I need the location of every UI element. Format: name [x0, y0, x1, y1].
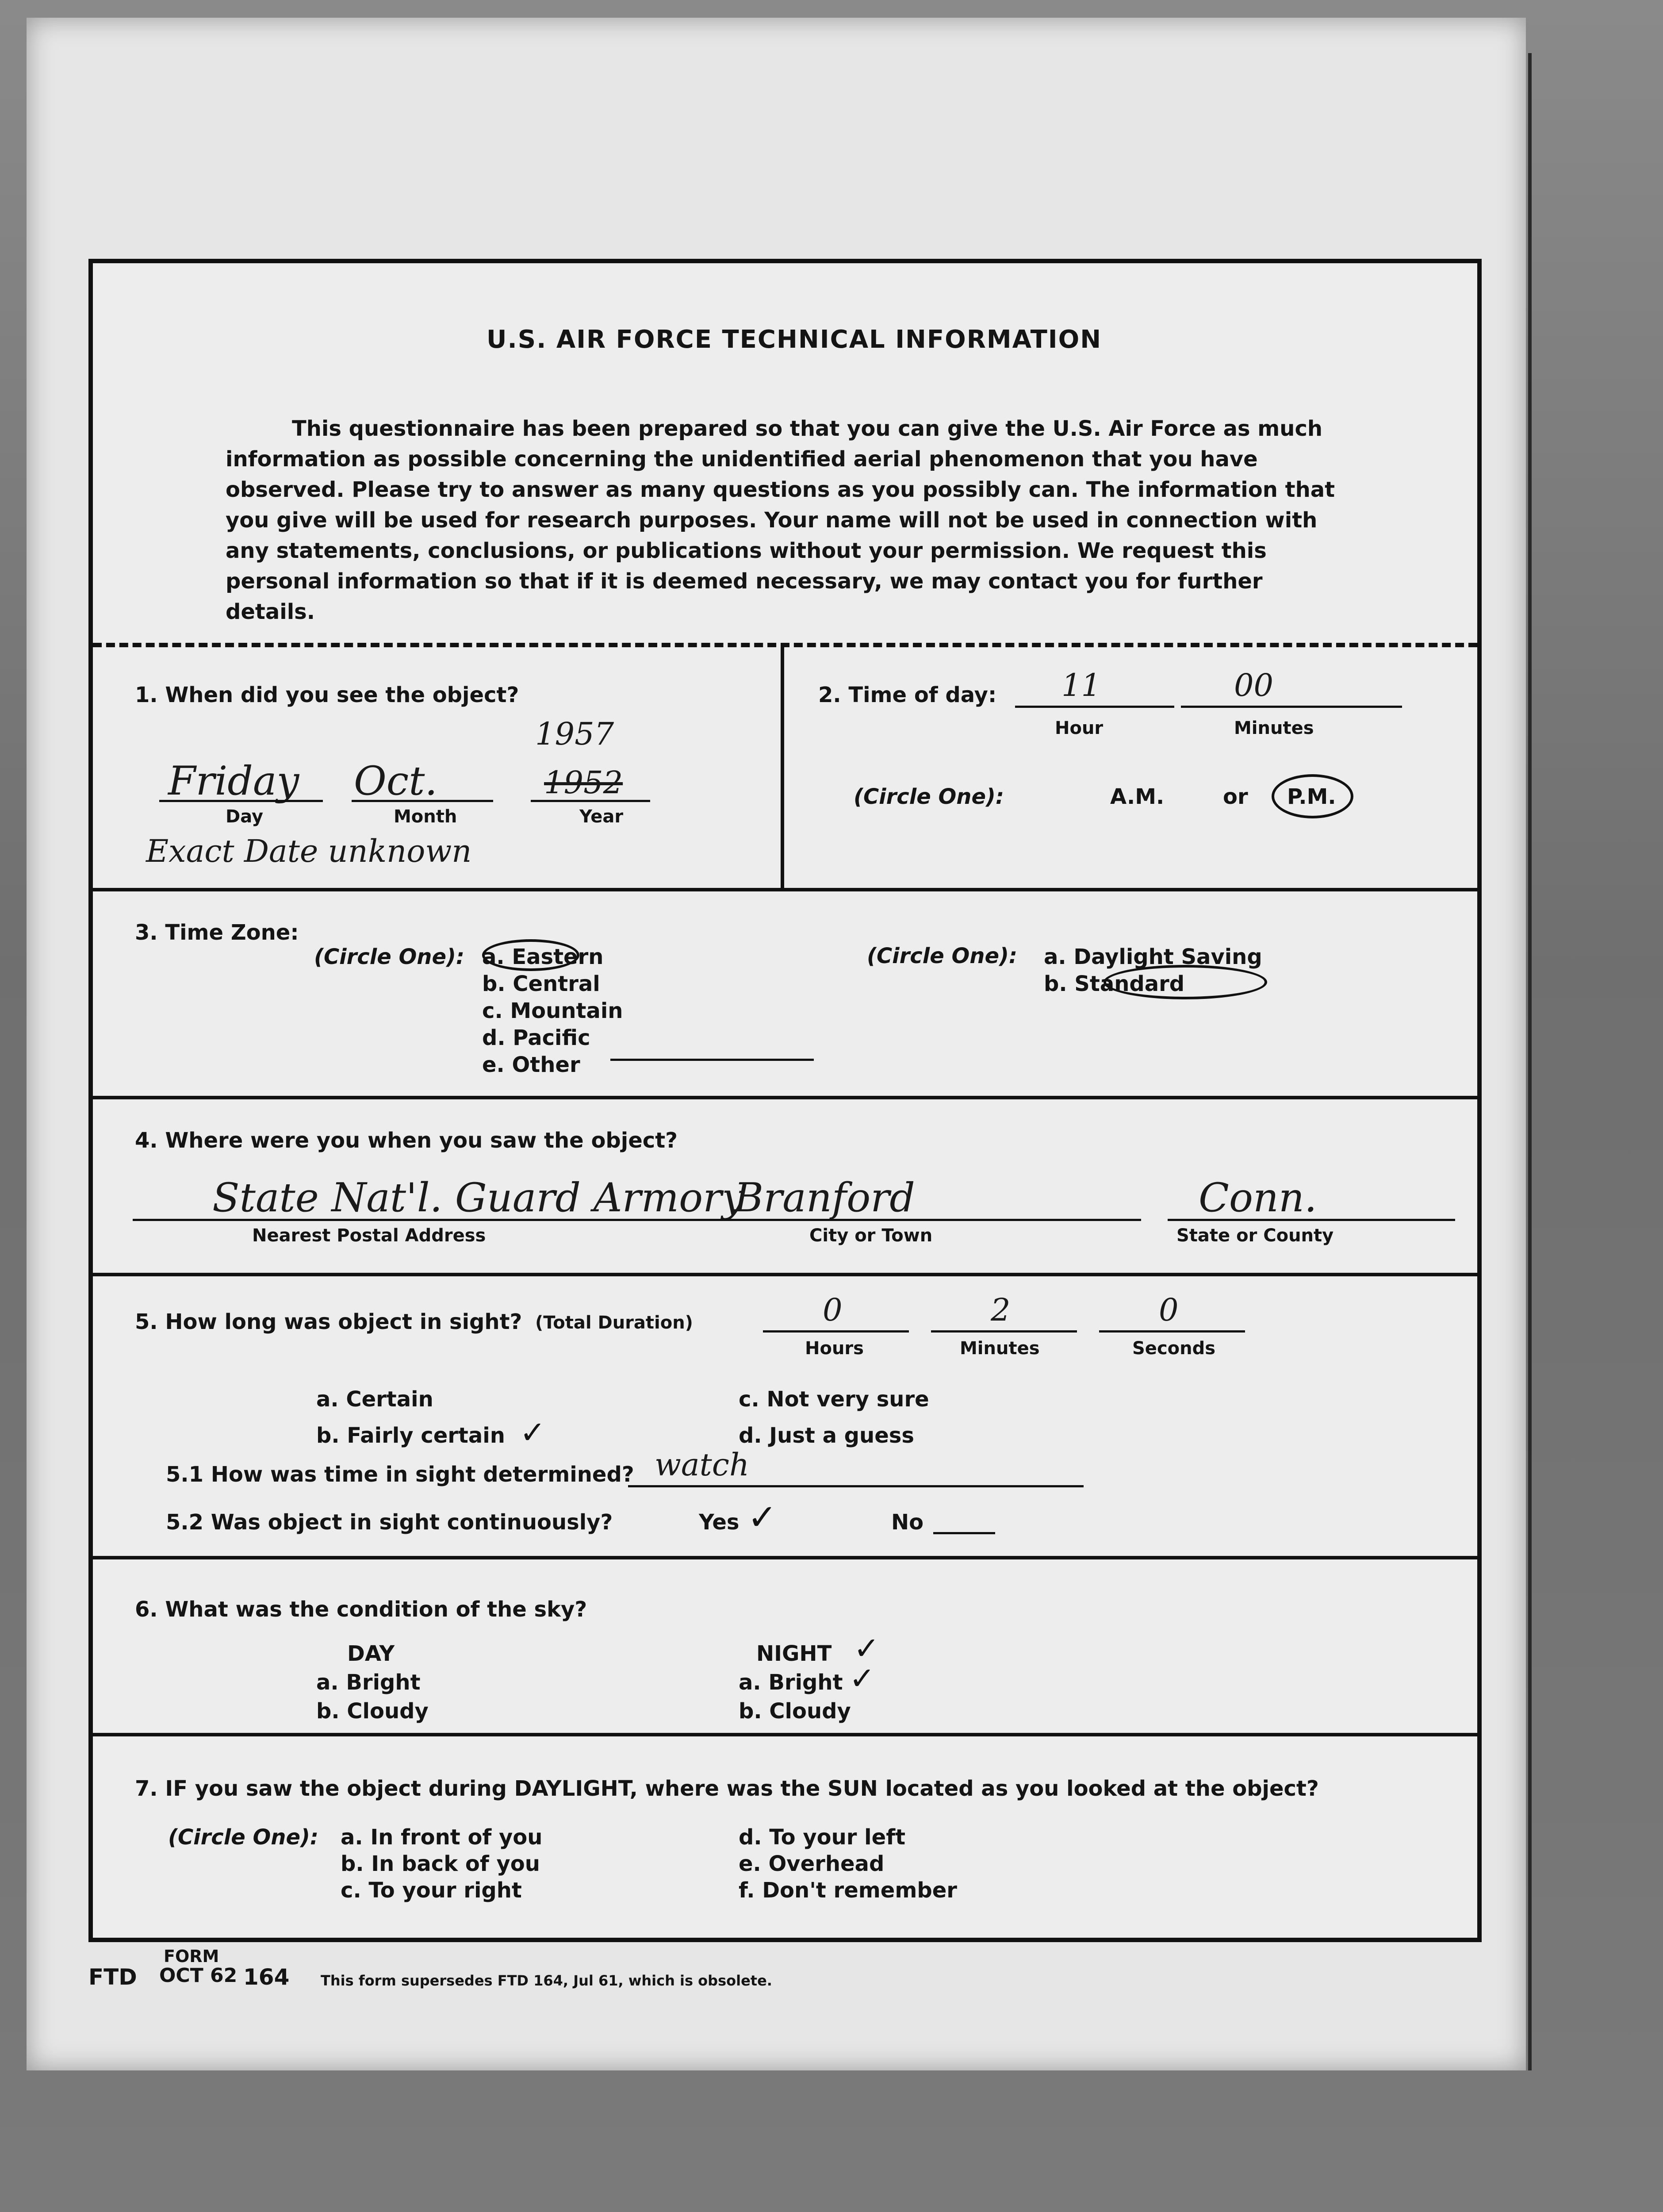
- questionnaire-form: [88, 259, 1482, 1942]
- q1-year-answer: 1957: [535, 716, 614, 752]
- zone-pacific: d. Pacific: [482, 1025, 590, 1050]
- q51-answer: watch: [655, 1447, 750, 1483]
- zone-mountain: c. Mountain: [482, 998, 623, 1023]
- yes-check: ✓: [747, 1497, 778, 1538]
- q4-city-label: City or Town: [809, 1225, 933, 1246]
- fairly-certain-check: ✓: [520, 1414, 546, 1451]
- q6-night-bright: a. Bright: [739, 1670, 843, 1695]
- q4-state-label: State or County: [1176, 1225, 1334, 1246]
- q1-note: Exact Date unknown: [146, 833, 472, 869]
- q2-or: or: [1223, 784, 1248, 809]
- q6-label: 6. What was the condition of the sky?: [135, 1597, 587, 1622]
- q7-circle-one: (Circle One):: [168, 1825, 319, 1850]
- night-bright-check: ✓: [849, 1660, 875, 1697]
- q3-zone-list: [482, 944, 623, 1079]
- header-section: [93, 263, 1477, 647]
- section-1-2: [93, 647, 1477, 891]
- q5-not-very-sure: c. Not very sure: [739, 1387, 929, 1412]
- q52-label: 5.2 Was object in sight continuously?: [166, 1510, 613, 1535]
- section-5: [93, 1276, 1477, 1559]
- q4-address-answer: State Nat'l. Guard Armory: [212, 1175, 745, 1221]
- q7-in-back: b. In back of you: [341, 1851, 540, 1876]
- q2-pm: P.M.: [1287, 784, 1336, 809]
- q1-day-label: Day: [226, 806, 264, 827]
- q1-label: 1. When did you see the object?: [135, 683, 519, 707]
- section-6: [93, 1559, 1477, 1736]
- q2-minutes-label: Minutes: [1234, 718, 1314, 738]
- q4-state-answer: Conn.: [1199, 1175, 1317, 1221]
- q1-year-crossed: 1952: [544, 764, 623, 801]
- q5-fairly-certain: b. Fairly certain: [316, 1423, 505, 1448]
- q4-address-label: Nearest Postal Address: [252, 1225, 486, 1246]
- section-4: [93, 1099, 1477, 1276]
- q1-year-label: Year: [579, 806, 624, 827]
- q5-seconds-answer: 0: [1159, 1292, 1179, 1328]
- form-title: U.S. AIR FORCE TECHNICAL INFORMATION: [487, 325, 1102, 354]
- q1-month-answer: Oct.: [354, 758, 437, 804]
- q7-right: c. To your right: [341, 1878, 522, 1903]
- zone-central: b. Central: [482, 972, 600, 996]
- q6-day: DAY: [347, 1641, 395, 1666]
- footer-supersedes: This form supersedes FTD 164, Jul 61, which is obsolete.: [321, 1972, 772, 1989]
- sheet-edge: [1528, 53, 1532, 2070]
- q5-hours-label: Hours: [805, 1338, 864, 1359]
- section-7: [93, 1736, 1477, 1940]
- divider: [781, 647, 784, 888]
- footer-form: FORM: [164, 1947, 219, 1966]
- zone-eastern: a. Eastern: [482, 945, 604, 969]
- section-3: [93, 891, 1477, 1099]
- q5-certain: a. Certain: [316, 1387, 433, 1412]
- zone-other: e. Other: [482, 1052, 580, 1077]
- q5-minutes-label: Minutes: [960, 1338, 1040, 1359]
- q7-left: d. To your left: [739, 1825, 906, 1850]
- q7-overhead: e. Overhead: [739, 1851, 885, 1876]
- q3-saving-list: [1044, 944, 1262, 998]
- q52-yes: Yes: [699, 1510, 740, 1535]
- q2-am: A.M.: [1110, 784, 1165, 809]
- night-check: ✓: [854, 1630, 880, 1667]
- q7-label: 7. IF you saw the object during DAYLIGHT, where was the SUN located as you looked at the object?: [135, 1776, 1319, 1801]
- q3-circle-one: (Circle One):: [314, 945, 465, 969]
- q5-minutes-answer: 2: [991, 1292, 1011, 1328]
- q4-city-answer: Branford: [734, 1175, 915, 1221]
- footer-ftd: FTD: [88, 1964, 137, 1990]
- q6-night-cloudy: b. Cloudy: [739, 1699, 851, 1724]
- q5-seconds-label: Seconds: [1132, 1338, 1216, 1359]
- q5-total: (Total Duration): [535, 1313, 693, 1333]
- q51-label: 5.1 How was time in sight determined?: [166, 1462, 634, 1487]
- footer-oct62: OCT 62: [159, 1964, 238, 1987]
- saving-standard: b. Standard: [1044, 972, 1185, 996]
- q7-in-front: a. In front of you: [341, 1825, 543, 1850]
- q6-day-bright: a. Bright: [316, 1670, 421, 1695]
- q6-day-cloudy: b. Cloudy: [316, 1699, 429, 1724]
- q7-dont-remember: f. Don't remember: [739, 1878, 957, 1903]
- q2-minutes-answer: 00: [1234, 667, 1274, 703]
- q3-label: 3. Time Zone:: [135, 920, 299, 945]
- q2-circle-one: (Circle One):: [854, 784, 1004, 809]
- q1-month-label: Month: [394, 806, 457, 827]
- q5-label: 5. How long was object in sight?: [135, 1310, 522, 1334]
- q52-no: No: [891, 1510, 924, 1535]
- q1-day-answer: Friday: [168, 758, 299, 804]
- intro-paragraph: This questionnaire has been prepared so that you can give the U.S. Air Force as much information as possible concerning the unidentified aerial phenomenon that you have observed. Please try to answer as many questions as you possibly can. The information that you give will be used for research purposes. Your name will not be used in connection with any statements, conclusions, or publications without your permission. We request this personal information so that if it is deemed necessary, we may contact you for further details.: [226, 416, 1335, 624]
- q3-saving-circle-one: (Circle One):: [867, 944, 1018, 968]
- q2-label: 2. Time of day:: [818, 683, 997, 707]
- saving-daylight: a. Daylight Saving: [1044, 945, 1262, 969]
- q4-label: 4. Where were you when you saw the object?: [135, 1128, 678, 1153]
- q5-just-a-guess: d. Just a guess: [739, 1423, 914, 1448]
- q6-night: NIGHT: [756, 1641, 832, 1666]
- q2-hour-answer: 11: [1061, 667, 1101, 703]
- q2-hour-label: Hour: [1055, 718, 1104, 738]
- footer-number: 164: [243, 1964, 290, 1990]
- q5-hours-answer: 0: [823, 1292, 843, 1328]
